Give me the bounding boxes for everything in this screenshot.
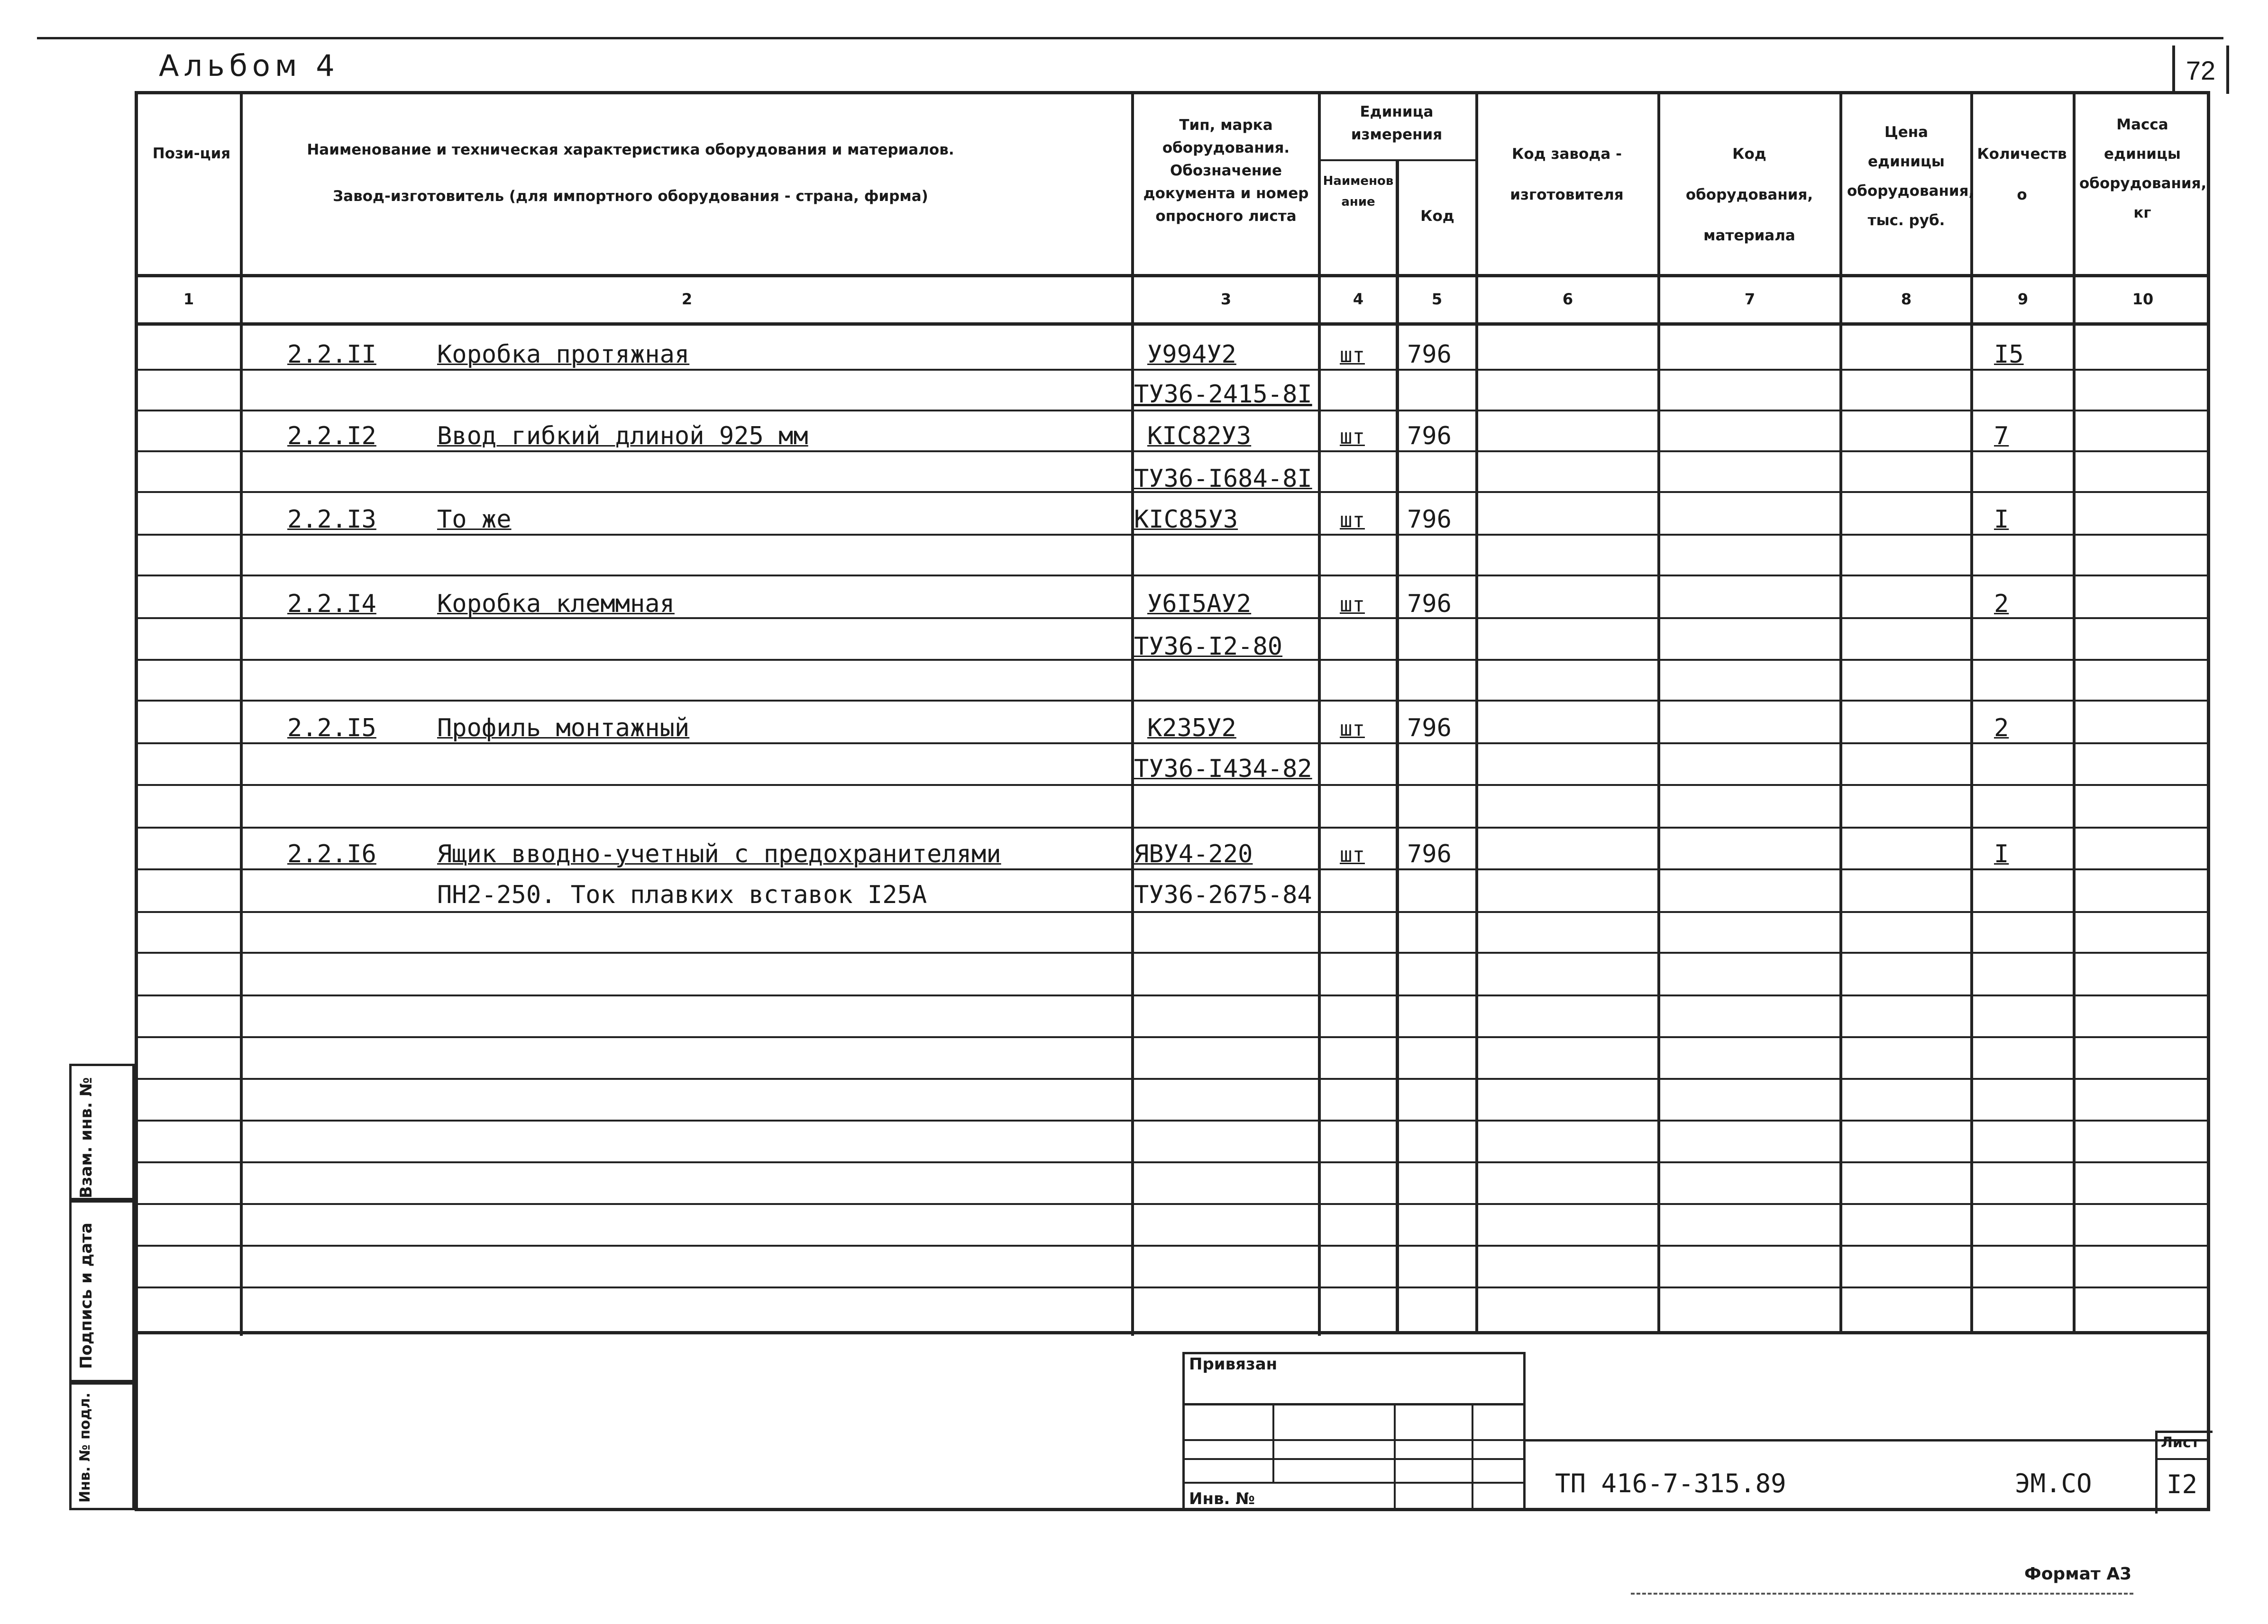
row5-unit: шт (1340, 717, 1365, 741)
side-label-podpis: Подпись и дата (77, 1223, 96, 1369)
row3-position: 2.2.I3 (287, 505, 376, 534)
row6-type: ЯВУ4-220 (1134, 840, 1253, 868)
row-line (135, 911, 2210, 913)
colnum-9: 9 (2017, 290, 2029, 308)
colnum-2: 2 (681, 290, 693, 308)
row4-doc: ТУ36-I2-80 (1134, 632, 1283, 661)
header-unit-code: Код (1420, 208, 1454, 225)
side-label-vzam: Взам. инв. № (77, 1077, 96, 1198)
row2-position: 2.2.I2 (287, 422, 376, 450)
row2-doc: ТУ36-I684-8I (1134, 465, 1312, 493)
colnum-5: 5 (1431, 290, 1443, 308)
header-unit-name: Наименование (1323, 174, 1394, 209)
row4-qty: 2 (1994, 590, 2009, 618)
page-number-box (2172, 46, 2229, 94)
row-line (135, 450, 2210, 452)
col-divider (1318, 91, 1321, 1336)
row5-code: 796 (1407, 714, 1452, 742)
row6-name-line2: ПН2-250. Ток плавких вставок I25А (437, 881, 927, 909)
sheet-number: I2 (2167, 1469, 2198, 1499)
row2-code: 796 (1407, 422, 1452, 450)
row6-code: 796 (1407, 840, 1452, 868)
row-line (135, 1078, 2210, 1080)
colnum-10: 10 (2132, 290, 2154, 308)
header-type: Тип, марка оборудования. Обозначение документа и номер опросного листа (1143, 117, 1309, 225)
header-name-line2: Завод-изготовитель (для импортного оборудования - страна, фирма) (333, 188, 928, 205)
row4-position: 2.2.I4 (287, 590, 376, 618)
bottom-dash-line (1631, 1593, 2133, 1595)
privyazan-line (1182, 1439, 1526, 1441)
row-line (135, 1286, 2210, 1288)
row1-type: У994У2 (1147, 340, 1236, 369)
row1-name: Коробка протяжная (437, 340, 690, 369)
col-divider (1131, 91, 1134, 1336)
row-line (135, 1120, 2210, 1122)
row2-type: КIС82УЗ (1147, 422, 1252, 450)
row2-qty: 7 (1994, 422, 2009, 450)
page-number: 72 (2186, 55, 2216, 85)
row-line (135, 994, 2210, 996)
row5-qty: 2 (1994, 714, 2009, 742)
header-plant-code: Код завода - изготовителя (1510, 146, 1624, 203)
row-line (135, 952, 2210, 954)
colnum-3: 3 (1220, 290, 1232, 308)
row3-qty: I (1994, 505, 2009, 534)
row1-code: 796 (1407, 340, 1452, 369)
row4-type: У6I5АУ2 (1147, 590, 1252, 618)
row-line (135, 784, 2210, 786)
colnum-6: 6 (1562, 290, 1573, 308)
row4-code: 796 (1407, 590, 1452, 618)
colnum-bottom-line (135, 322, 2210, 326)
privyazan-vline (1272, 1403, 1274, 1483)
privyazan-vline (1394, 1403, 1396, 1511)
row3-unit: шт (1340, 508, 1365, 532)
row1-doc: ТУ36-2415-8I (1134, 380, 1312, 409)
row3-code: 796 (1407, 505, 1452, 534)
doc-mark: ЭМ.СО (2015, 1469, 2092, 1498)
row5-doc: ТУ36-I434-82 (1134, 755, 1312, 783)
format-label: Формат А3 (2024, 1564, 2132, 1584)
album-label: Альбом 4 (159, 48, 339, 83)
privyazan-vline (1472, 1403, 1473, 1511)
privyazan-box (1182, 1352, 1526, 1511)
header-name-line1: Наименование и техническая характеристика оборудования и материалов. (307, 141, 954, 158)
colnum-4: 4 (1353, 290, 1364, 308)
row-line (135, 1245, 2210, 1247)
row-line (135, 868, 2210, 870)
inv-no-label: Инв. № (1189, 1489, 1255, 1508)
col-divider (1396, 161, 1399, 1332)
header-position: Пози-ция (152, 145, 231, 162)
row-line (135, 575, 2210, 576)
row3-type: КIС85УЗ (1134, 505, 1238, 534)
row6-qty: I (1994, 840, 2009, 868)
col-divider (240, 91, 243, 1336)
row4-name: Коробка клеммная (437, 590, 675, 618)
row6-position: 2.2.I6 (287, 840, 376, 868)
header-unit-group: Единица измерения (1351, 103, 1443, 143)
privyazan-line (1182, 1403, 1526, 1405)
row-line (135, 1203, 2210, 1205)
row-line (135, 700, 2210, 702)
row-line (135, 410, 2210, 411)
row2-unit: шт (1340, 425, 1365, 449)
top-rule (37, 37, 2223, 39)
doc-code: ТП 416-7-315.89 (1555, 1469, 1786, 1498)
row5-type: К235У2 (1147, 714, 1236, 742)
header-equipment-code: Код оборудования, материала (1685, 146, 1813, 244)
header-quantity: Количество (1977, 146, 2067, 203)
privyazan-line (1182, 1458, 1526, 1460)
header-mass: Масса единицы оборудования, кг (2079, 116, 2207, 221)
row1-qty: I5 (1994, 340, 2024, 369)
sheet-label: Лист (2161, 1434, 2200, 1451)
row6-doc: ТУ36-2675-84 (1134, 881, 1312, 909)
row5-position: 2.2.I5 (287, 714, 376, 742)
header-price: Цена единицы оборудования, тыс. руб. (1847, 124, 1975, 229)
row3-name: То же (437, 505, 512, 534)
privyazan-line (1182, 1482, 1526, 1484)
colnum-1: 1 (183, 290, 194, 308)
row6-name: Ящик вводно-учетный с предохранителями (437, 840, 1001, 868)
header-bottom-line (135, 274, 2210, 277)
privyazan-label: Привязан (1189, 1355, 1278, 1374)
table-body-bottom (135, 1331, 2210, 1334)
row-line (135, 369, 2210, 371)
row1-position: 2.2.II (287, 340, 376, 369)
row5-name: Профиль монтажный (437, 714, 690, 742)
row-line (135, 534, 2210, 536)
row4-unit: шт (1340, 593, 1365, 617)
row6-unit: шт (1340, 843, 1365, 867)
sheet-box-divider (2155, 1458, 2210, 1460)
side-label-inv: Инв. № подл. (77, 1392, 93, 1503)
doc-strip-top (1526, 1439, 2210, 1442)
unit-subheader-line (1318, 159, 1475, 161)
colnum-8: 8 (1901, 290, 1912, 308)
row-line (135, 827, 2210, 829)
colnum-7: 7 (1744, 290, 1756, 308)
row1-unit: шт (1340, 343, 1365, 367)
row2-name: Ввод гибкий длиной 925 мм (437, 422, 808, 450)
row-line (135, 1036, 2210, 1038)
row-line (135, 742, 2210, 744)
row-line (135, 1161, 2210, 1163)
